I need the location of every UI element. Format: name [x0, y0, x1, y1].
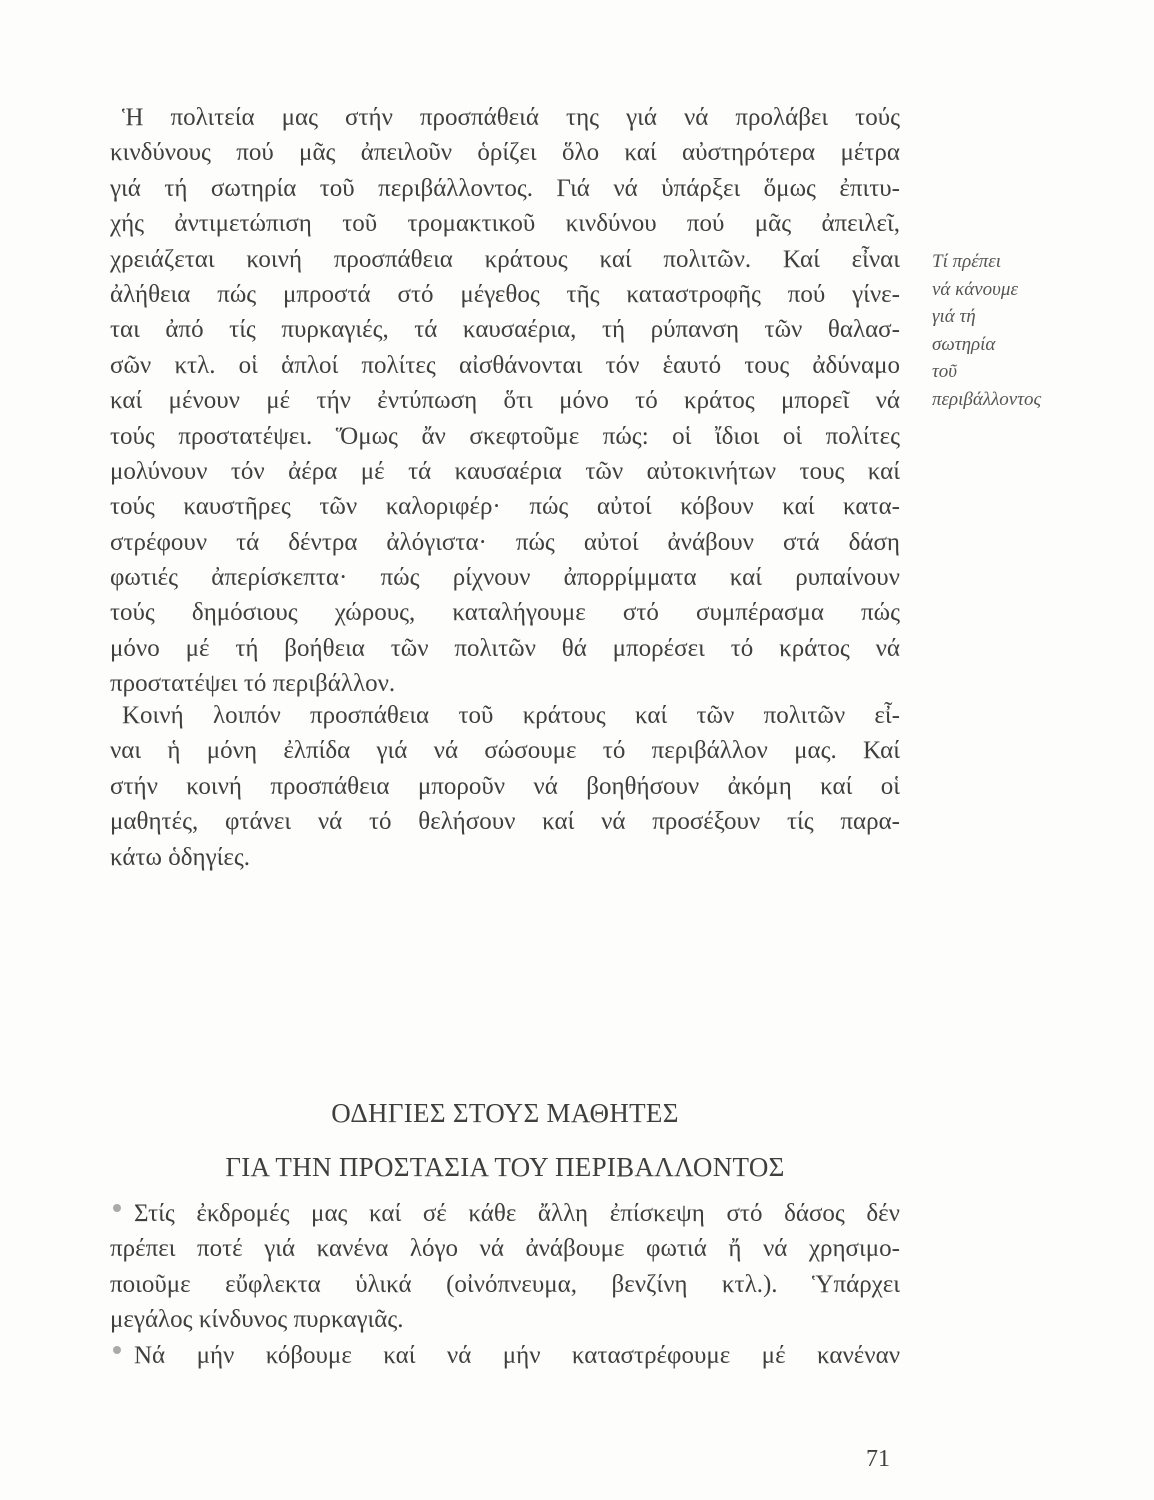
text-line: τούς δημόσιους χώρους, καταλήγουμε στό συμπέρασμα πώς [110, 599, 900, 627]
text-line: χρειάζεται κοινή προσπάθεια κράτους καί πολιτῶν. Καί εἶναι [110, 245, 900, 273]
text-line: καί μένουν μέ τήν ἐντύπωση ὅτι μόνο τό κράτος μπορεῖ νά [110, 387, 900, 415]
margin-note [932, 248, 1041, 413]
margin-note-line: περιβάλλοντος [932, 388, 1042, 410]
text-line: σῶν κτλ. οἱ ἁπλοί πολίτες αἰσθάνονται τόν ἑαυτό τους ἀδύναμο [110, 351, 900, 379]
text-line: στρέφουν τά δέντρα ἀλόγιστα· πώς αὐτοί ἀνάβουν στά δάση [110, 528, 900, 556]
text-line: μεγάλος κίνδυνος πυρκαγιᾶς. [110, 1306, 404, 1334]
margin-note-line: νά κάνουμε [932, 278, 1018, 300]
text-line: ἀλήθεια πώς μπροστά στό μέγεθος τῆς καταστροφῆς πού γίνε- [110, 280, 900, 308]
text-line: ται ἀπό τίς πυρκαγιές, τά καυσαέρια, τή ρύπανση τῶν θαλασ- [110, 316, 900, 344]
text-line: μολύνουν τόν ἀέρα μέ τά καυσαέρια τῶν αὐτοκινήτων τους καί [110, 457, 900, 485]
text-line: κινδύνους πού μᾶς ἀπειλοῦν ὁρίζει ὅλο καί αὐστηρότερα μέτρα [110, 139, 900, 167]
text-line: τούς καυστῆρες τῶν καλοριφέρ· πώς αὐτοί κόβουν καί κατα- [110, 493, 900, 521]
text-line: ποιοῦμε εὔφλεκτα ὑλικά (οἰνόπνευμα, βενζίνη κτλ.). Ὑπάρχει [110, 1270, 900, 1298]
text-line: χής ἀντιμετώπιση τοῦ τρομακτικοῦ κινδύνου πού μᾶς ἀπειλεῖ, [110, 210, 900, 238]
list-item [110, 1338, 900, 1373]
text-line: στήν κοινή προσπάθεια μποροῦν νά βοηθήσουν ἀκόμη καί οἱ [110, 772, 900, 800]
margin-note-line: σωτηρία [932, 333, 996, 355]
text-line: προστατέψει τό περιβάλλον. [110, 670, 396, 698]
text-line: τούς προστατέψει. Ὅμως ἄν σκεφτοῦμε πώς: οἱ ἴδιοι οἱ πολίτες [110, 422, 900, 450]
instruction-list [110, 1196, 900, 1373]
text-line: φωτιές ἀπερίσκεπτα· πώς ρίχνουν ἀπορρίμματα καί ρυπαίνουν [110, 564, 900, 592]
text-line: Νά μήν κόβουμε καί νά μήν καταστρέφουμε μέ κανέναν [110, 1338, 900, 1373]
paragraph-2 [110, 698, 900, 875]
paragraph-1 [110, 100, 900, 702]
text-line: πρέπει ποτέ γιά κανένα λόγο νά ἀνάβουμε φωτιά ἤ νά χρησιμο- [110, 1235, 900, 1263]
section-heading [110, 1090, 900, 1198]
margin-note-line: γιά τή [932, 306, 976, 327]
page-number: 71 [866, 1446, 890, 1472]
text-line: ναι ἡ μόνη ἐλπίδα γιά νά σώσουμε τό περιβάλλον μας. Καί [110, 737, 900, 765]
list-item [110, 1196, 900, 1338]
margin-note-line: Τί πρέπει [932, 251, 1002, 272]
heading-line: ΓΙΑ ΤΗΝ ΠΡΟΣΤΑΣΙΑ ΤΟΥ ΠΕΡΙΒΑΛΛΟΝΤΟΣ [225, 1152, 785, 1182]
text-line: Κοινή λοιπόν προσπάθεια τοῦ κράτους καί τῶν πολιτῶν εἶ- [122, 702, 900, 729]
text-line: κάτω ὁδηγίες. [110, 843, 251, 871]
margin-note-line: τοῦ [932, 361, 958, 382]
text-line: μαθητές, φτάνει νά τό θελήσουν καί νά προσέξουν τίς παρα- [110, 808, 900, 836]
text-line: γιά τή σωτηρία τοῦ περιβάλλοντος. Γιά νά ὑπάρξει ὅμως ἐπιτυ- [110, 174, 900, 202]
heading-line: ΟΔΗΓΙΕΣ ΣΤΟΥΣ ΜΑΘΗΤΕΣ [331, 1098, 679, 1128]
text-line: μόνο μέ τή βοήθεια τῶν πολιτῶν θά μπορέσει τό κράτος νά [110, 634, 900, 662]
text-line: Ἡ πολιτεία μας στήν προσπάθειά της γιά νά προλάβει τούς [122, 104, 900, 131]
text-line: Στίς ἐκδρομές μας καί σέ κάθε ἄλλη ἐπίσκεψη στό δάσος δέν [110, 1196, 900, 1231]
